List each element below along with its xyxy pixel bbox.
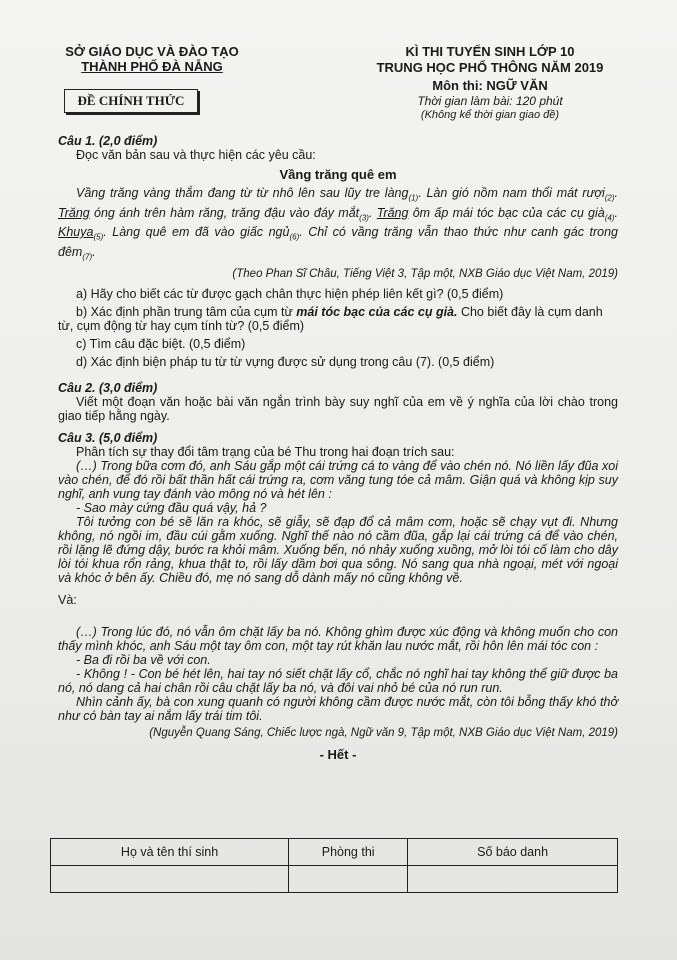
question-1d: d) Xác định biện pháp tu từ từ vựng được sử dụng trong câu (7). (0,5 điểm) <box>76 355 495 369</box>
excerpt-1-para-1: (…) Trong bữa cơm đó, anh Sáu gắp một cái trứng cá to vàng để vào chén nó. Nó liền lấy đũa xoi vào chén, để đó rồi bất thần hất cái trứng ra, cơm văng tung tóe cả mâm. Giận quá và không kịp suy nghĩ, anh vung tay đánh vào mông nó và hét lên : <box>58 459 618 501</box>
passage-text: Vầng trăng vàng thắm đang từ từ nhô lên sau lũy tre làng$_{(1)}$. Làn gió nồm nam thổi mát rượi$_{(2)}$. Trăng óng ánh trên hàm răng, trăng đậu vào đáy mắt$_{(3)}$. Trăng ôm ấp mái tóc bạc của các cụ già$_{(4)}$. Khuya$_{(5)}$. Làng quê em đã vào giấc ngủ$_{(6)}$. Chỉ có vầng trăng vẫn thao thức như canh gác trong đêm$_{(7)}$. <box>58 186 619 261</box>
candidate-name-header: Họ và tên thí sinh <box>51 839 289 866</box>
excerpt-source: (Nguyễn Quang Sáng, Chiếc lược ngà, Ngữ văn 9, Tập một, NXB Giáo dục Việt Nam, 2019) <box>149 727 618 739</box>
sentence-number: (1) <box>408 193 419 203</box>
excerpt-1-para-2: - Sao mày cứng đầu quá vậy, hả ? <box>76 501 267 515</box>
excerpt-2-para-3: - Không ! - Con bé hét lên, hai tay nó siết chặt lấy cổ, chắc nó nghĩ hai tay không thể giữ được ba nó, nó dang cả hai chân rồi câu chặt lấy ba nó, và đôi vai nhỏ bé của nó run run. <box>58 667 618 695</box>
punct: . <box>368 205 377 220</box>
sentence-6: . Làng quê em đã vào giấc ngủ <box>103 225 290 239</box>
org-line-1: SỞ GIÁO DỤC VÀ ĐÀO TẠO <box>65 44 239 59</box>
question-3-instruction: Phân tích sự thay đổi tâm trạng của bé Thu trong hai đoạn trích sau: <box>76 445 455 459</box>
sentence-3: óng ánh trên hàm răng, trăng đậu vào đáy mắt <box>89 205 360 220</box>
underlined-word: Khuya <box>58 225 94 239</box>
passage-source: (Theo Phan Sĩ Châu, Tiếng Việt 3, Tập một, NXB Giáo dục Việt Nam, 2019) <box>232 268 618 280</box>
exam-room-header: Phòng thi <box>289 839 408 866</box>
excerpt-1-para-3: Tôi tưởng con bé sẽ lăn ra khóc, sẽ giẫy, sẽ đạp đổ cả mâm cơm, hoặc sẽ chạy vụt đi. Nhưng không, nó ngồi im, đầu cúi gằm xuống. Nghĩ thế nào nó cầm đũa, gắp lại cái trứng cá để vào chén, rồi lặng lẽ đứng dậy, bước ra khỏi mâm. Xuống bến, nó nhảy xuống xuồng, mở lòi tói cố làm cho dây lòi tói khua rổn rảng, khua thật to, rồi lấy dầm bơi qua sông. Nó sang qua nhà ngoại, mét với ngoại và khóc ở bên ấy. Chiều đó, mẹ nó sang dỗ dành mấy nó cũng không về. <box>58 515 618 585</box>
sentence-number: (6) <box>289 232 300 242</box>
underlined-word: Trăng <box>58 205 90 220</box>
exam-room-cell[interactable] <box>289 866 408 893</box>
sentence-7: . Chỉ có vầng trăng vẫn thao thức như canh gác trong đêm <box>58 225 618 259</box>
exam-subject: Môn thi: NGỮ VĂN <box>432 78 548 93</box>
question-3-title: Câu 3. (5,0 điểm) <box>58 431 158 445</box>
sentence-number: (2) <box>604 193 615 203</box>
candidate-number-cell[interactable] <box>408 866 618 893</box>
question-1a: a) Hãy cho biết các từ được gạch chân thực hiện phép liên kết gì? (0,5 điểm) <box>76 287 504 301</box>
excerpt-2-para-1: (…) Trong lúc đó, nó vẫn ôm chặt lấy ba nó. Không ghìm được xúc động và không muốn cho con thấy mình khóc, anh Sáu một tay ôm con, một tay rút khăn lau nước mắt, rồi hôn lên mái tóc con : <box>58 625 618 653</box>
issuing-organization <box>52 44 252 74</box>
sentence-number: (7) <box>82 252 93 261</box>
exam-content <box>58 134 618 762</box>
org-line-2: THÀNH PHỐ ĐÀ NẴNG <box>81 59 223 74</box>
question-2-text: Viết một đoạn văn hoặc bài văn ngắn trình bày suy nghĩ của em về ý nghĩa của lời chào trong giao tiếp hằng ngày. <box>58 395 618 423</box>
sentence-1: Vầng trăng vàng thắm đang từ từ nhô lên sau lũy tre làng <box>76 186 409 200</box>
punct: . <box>614 186 618 200</box>
candidate-name-cell[interactable] <box>51 866 289 893</box>
question-1b <box>58 305 618 333</box>
question-1b-text-end: Cho biết đây là cụm danh từ, cụm động từ hay cụm tính từ? (0,5 điểm) <box>58 305 603 333</box>
exam-time-note: (Không kể thời gian giao đề) <box>420 109 560 121</box>
sentence-2: . Làn gió nồm nam thổi mát rượi <box>418 186 605 200</box>
sentence-4: ôm ấp mái tóc bạc của các cụ già <box>408 205 605 220</box>
question-2-title: Câu 2. (3,0 điểm) <box>58 381 158 395</box>
excerpt-2-para-2: - Ba đi rồi ba về với con. <box>76 653 211 667</box>
question-1c: c) Tìm câu đặc biệt. (0,5 điểm) <box>76 337 246 351</box>
connector-text: Và: <box>58 593 77 607</box>
exam-header <box>340 44 640 122</box>
candidate-number-header: Số báo danh <box>408 839 618 866</box>
question-1b-phrase: mái tóc bạc của các cụ già. <box>296 305 458 319</box>
end-marker: - Hết - <box>319 747 357 762</box>
candidate-info-table <box>50 838 618 893</box>
question-1-instruction: Đọc văn bản sau và thực hiện các yêu cầu: <box>76 148 316 162</box>
official-exam-stamp: ĐỀ CHÍNH THỨC <box>64 89 198 113</box>
exam-time: Thời gian làm bài: 120 phút <box>417 94 563 108</box>
sentence-number: (3) <box>359 213 369 222</box>
question-1b-text: b) Xác định phần trung tâm của cụm từ <box>76 305 297 319</box>
exam-title-line-1: KÌ THI TUYỂN SINH LỚP 10 <box>405 44 575 59</box>
exam-title-line-2: TRUNG HỌC PHỔ THÔNG NĂM 2019 <box>376 60 604 75</box>
passage-title: Vầng trăng quê em <box>279 167 397 182</box>
underlined-word: Trăng <box>376 205 409 220</box>
sentence-number: (4) <box>604 213 615 222</box>
excerpt-2-para-4: Nhìn cảnh ấy, bà con xung quanh có người không cầm được nước mắt, còn tôi bỗng thấy khó thở như có bàn tay ai nắm lấy trái tim tôi. <box>58 695 618 723</box>
sentence-number: (5) <box>93 232 104 242</box>
question-1-title: Câu 1. (2,0 điểm) <box>58 134 158 148</box>
